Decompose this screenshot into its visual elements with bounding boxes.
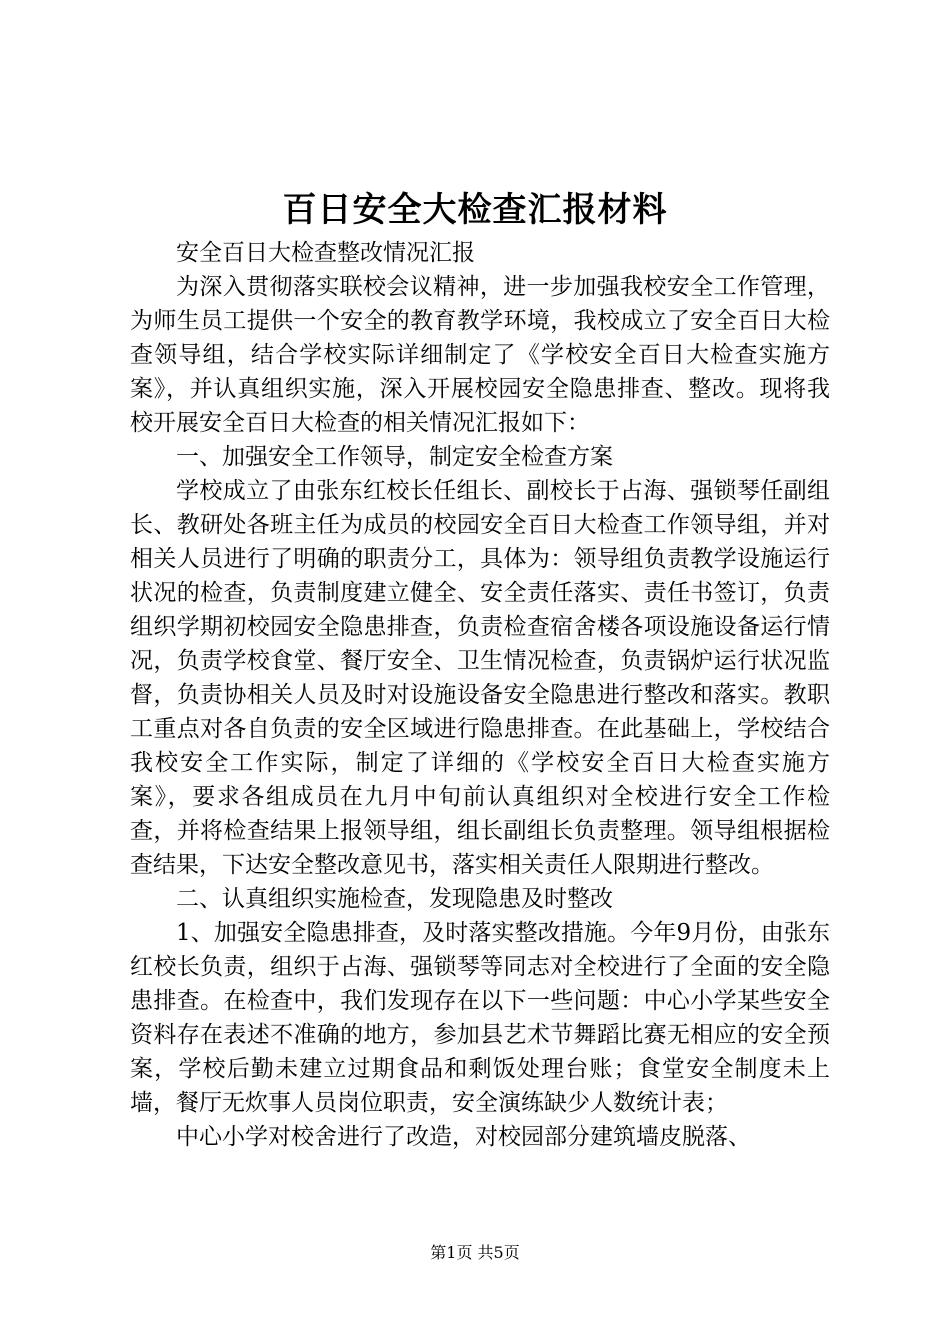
document-title: 百日安全大检查汇报材料 [282, 190, 668, 230]
document-body [130, 236, 830, 1154]
section-heading-1: 一、加强安全工作领导，制定安全检查方案 [176, 444, 613, 470]
paragraph-section-2-continued: 中心小学对校舍进行了改造，对校园部分建筑墙皮脱落、 [176, 1124, 751, 1150]
section-heading-2: 二、认真组织实施检查，发现隐患及时整改 [176, 886, 613, 912]
paragraph-subtitle: 安全百日大检查整改情况汇报 [176, 240, 475, 266]
page-footer: 第1页 共5页 [430, 1243, 520, 1262]
paragraph-section-2-item-1: 1、加强安全隐患排查，及时落实整改措施。今年9月份，由张东红校长负责，组织于占海、强锁琴等同志对全校进行了全面的安全隐患排查。在检查中，我们发现存在以下一些问题：中心小学某些安全资料存在表述不准确的地方，参加县艺术节舞蹈比赛无相应的安全预案，学校后勤未建立过期食品和剩饭处理台账；食堂安全制度未上墙，餐厅无炊事人员岗位职责，安全演练缺少人数统计表； [130, 920, 830, 1116]
paragraph-section-1: 学校成立了由张东红校长任组长、副校长于占海、强锁琴任副组长、教研处各班主任为成员的校园安全百日大检查工作领导组，并对相关人员进行了明确的职责分工，具体为：领导组负责教学设施运行状况的检查，负责制度建立健全、安全责任落实、责任书签订，负责组织学期初校园安全隐患排查，负责检查宿舍楼各项设施设备运行情况，负责学校食堂、餐厅安全、卫生情况检查，负责锅炉运行状况监督，负责协相关人员及时对设施设备安全隐患进行整改和落实。教职工重点对各自负责的安全区域进行隐患排查。在此基础上，学校结合我校安全工作实际，制定了详细的《学校安全百日大检查实施方案》，要求各组成员在九月中旬前认真组织对全校进行安全工作检查，并将检查结果上报领导组，组长副组长负责整理。领导组根据检查结果，下达安全整改意见书，落实相关责任人限期进行整改。 [130, 478, 830, 878]
paragraph-intro: 为深入贯彻落实联校会议精神，进一步加强我校安全工作管理，为师生员工提供一个安全的教育教学环境，我校成立了安全百日大检查领导组，结合学校实际详细制定了《学校安全百日大检查实施方案》，并认真组织实施，深入开展校园安全隐患排查、整改。现将我校开展安全百日大检查的相关情况汇报如下： [130, 274, 830, 436]
